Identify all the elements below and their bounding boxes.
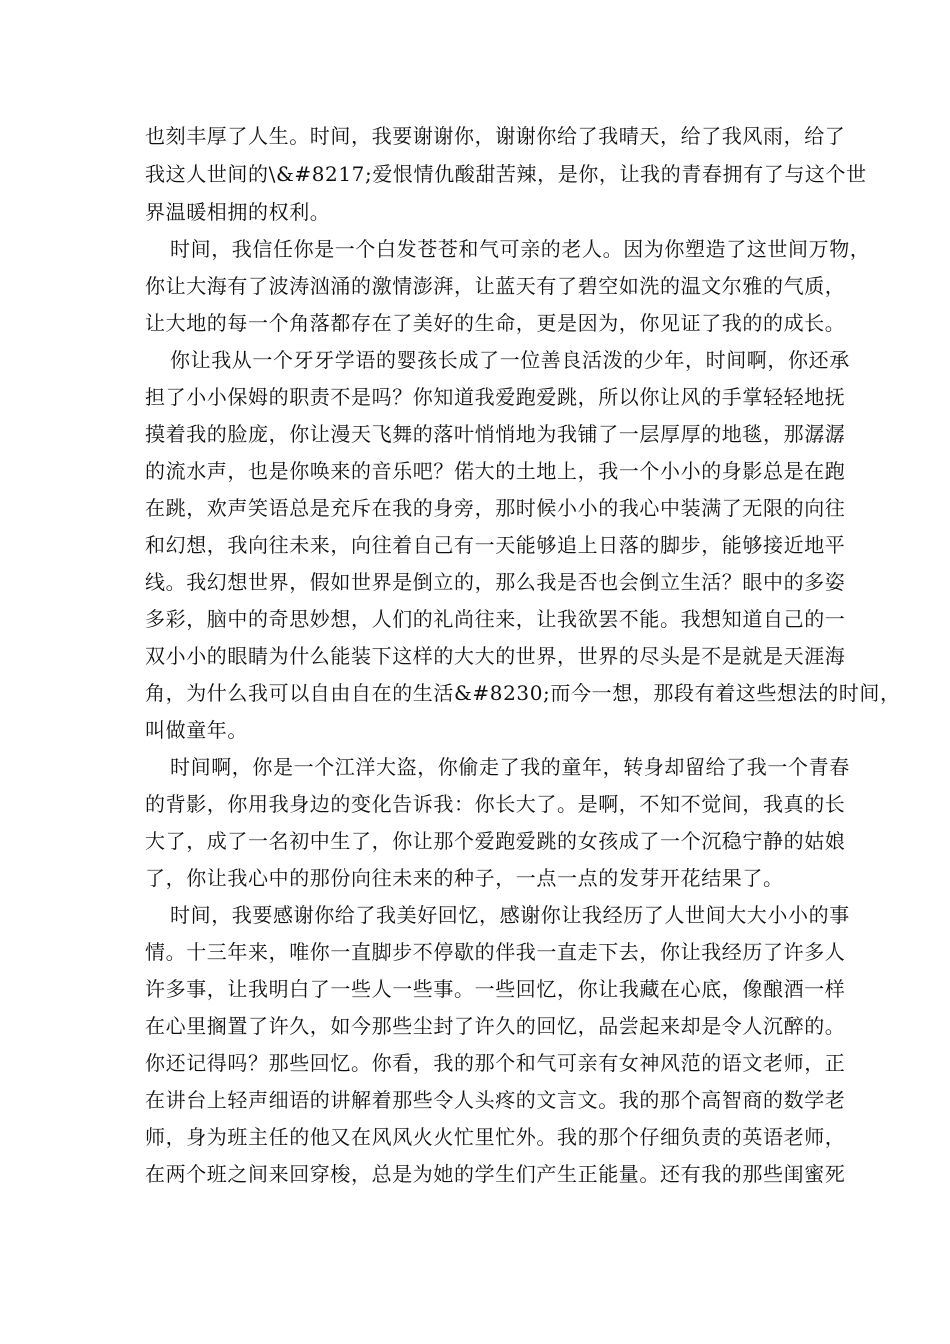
- text-line: 线。我幻想世界，假如世界是倒立的，那么我是否也会倒立生活？眼中的多姿: [145, 570, 846, 594]
- paragraph-first-line: 你让我从一个牙牙学语的婴孩长成了一位善良活泼的少年，时间啊，你还承: [170, 348, 850, 372]
- paragraph-first-line: 时间啊，你是一个江洋大盗，你偷走了我的童年，转身却留给了我一个青春: [170, 755, 850, 779]
- text-line: 你还记得吗？那些回忆。你看，我的那个和气可亲有女神风范的语文老师，正: [145, 1051, 846, 1075]
- text-line: 的流水声，也是你唤来的音乐吧？偌大的土地上，我一个小小的身影总是在跑: [145, 459, 846, 483]
- text-line: 界温暖相拥的权利。: [145, 200, 331, 224]
- text-line: 在讲台上轻声细语的讲解着那些令人头疼的文言文。我的那个高智商的数学老: [145, 1088, 846, 1112]
- text-line: 让大地的每一个角落都存在了美好的生命，更是因为，你见证了我的的成长。: [145, 311, 846, 335]
- text-line: 在跳，欢声笑语总是充斥在我的身旁，那时候小小的我心中装满了无限的向往: [145, 496, 846, 520]
- text-line: 也刻丰厚了人生。时间，我要谢谢你，谢谢你给了我晴天，给了我风雨，给了: [145, 124, 846, 148]
- text-line: 叫做童年。: [145, 718, 248, 742]
- text-line: 和幻想，我向往未来，向往着自己有一天能够追上日落的脚步，能够接近地平: [145, 533, 846, 557]
- text-line: 我这人世间的\&#8217;爱恨情仇酸甜苦辣，是你，让我的青春拥有了与这个世: [145, 162, 867, 186]
- text-line: 多彩，脑中的奇思妙想，人们的礼尚往来，让我欲罢不能。我想知道自己的一: [145, 607, 846, 631]
- text-line: 师，身为班主任的他又在风风火火忙里忙外。我的那个仔细负责的英语老师，: [145, 1125, 846, 1149]
- text-line: 在心里搁置了许久，如今那些尘封了许久的回忆，品尝起来却是令人沉醉的。: [145, 1014, 846, 1038]
- text-line: 大了，成了一名初中生了，你让那个爱跑爱跳的女孩成了一个沉稳宁静的姑娘: [145, 829, 846, 853]
- text-line: 你让大海有了波涛汹涌的激情澎湃，让蓝天有了碧空如洗的温文尔雅的气质，: [145, 274, 846, 298]
- paragraph-first-line: 时间，我信任你是一个白发苍苍和气可亲的老人。因为你塑造了这世间万物，: [170, 237, 871, 261]
- text-line: 许多事，让我明白了一些人一些事。一些回忆，你让我藏在心底，像酿酒一样: [145, 977, 846, 1001]
- text-line: 摸着我的脸庞，你让漫天飞舞的落叶悄悄地为我铺了一层厚厚的地毯，那潺潺: [145, 422, 846, 446]
- text-line: 了，你让我心中的那份向往未来的种子，一点一点的发芽开花结果了。: [145, 866, 784, 890]
- text-line: 的背影，你用我身边的变化告诉我：你长大了。是啊，不知不觉间，我真的长: [145, 792, 846, 816]
- text-line: 情。十三年来，唯你一直脚步不停歇的伴我一直走下去，你让我经历了许多人: [145, 940, 846, 964]
- text-line: 角，为什么我可以自由自在的生活&#8230;而今一想，那段有着这些想法的时间，: [145, 681, 901, 705]
- text-line: 担了小小保姆的职责不是吗？你知道我爱跑爱跳，所以你让风的手掌轻轻地抚: [145, 385, 846, 409]
- text-line: 在两个班之间来回穿梭，总是为她的学生们产生正能量。还有我的那些闺蜜死: [145, 1162, 846, 1186]
- text-line: 双小小的眼睛为什么能装下这样的大大的世界，世界的尽头是不是就是天涯海: [145, 644, 846, 668]
- paragraph-first-line: 时间，我要感谢你给了我美好回忆，感谢你让我经历了人世间大大小小的事: [170, 903, 850, 927]
